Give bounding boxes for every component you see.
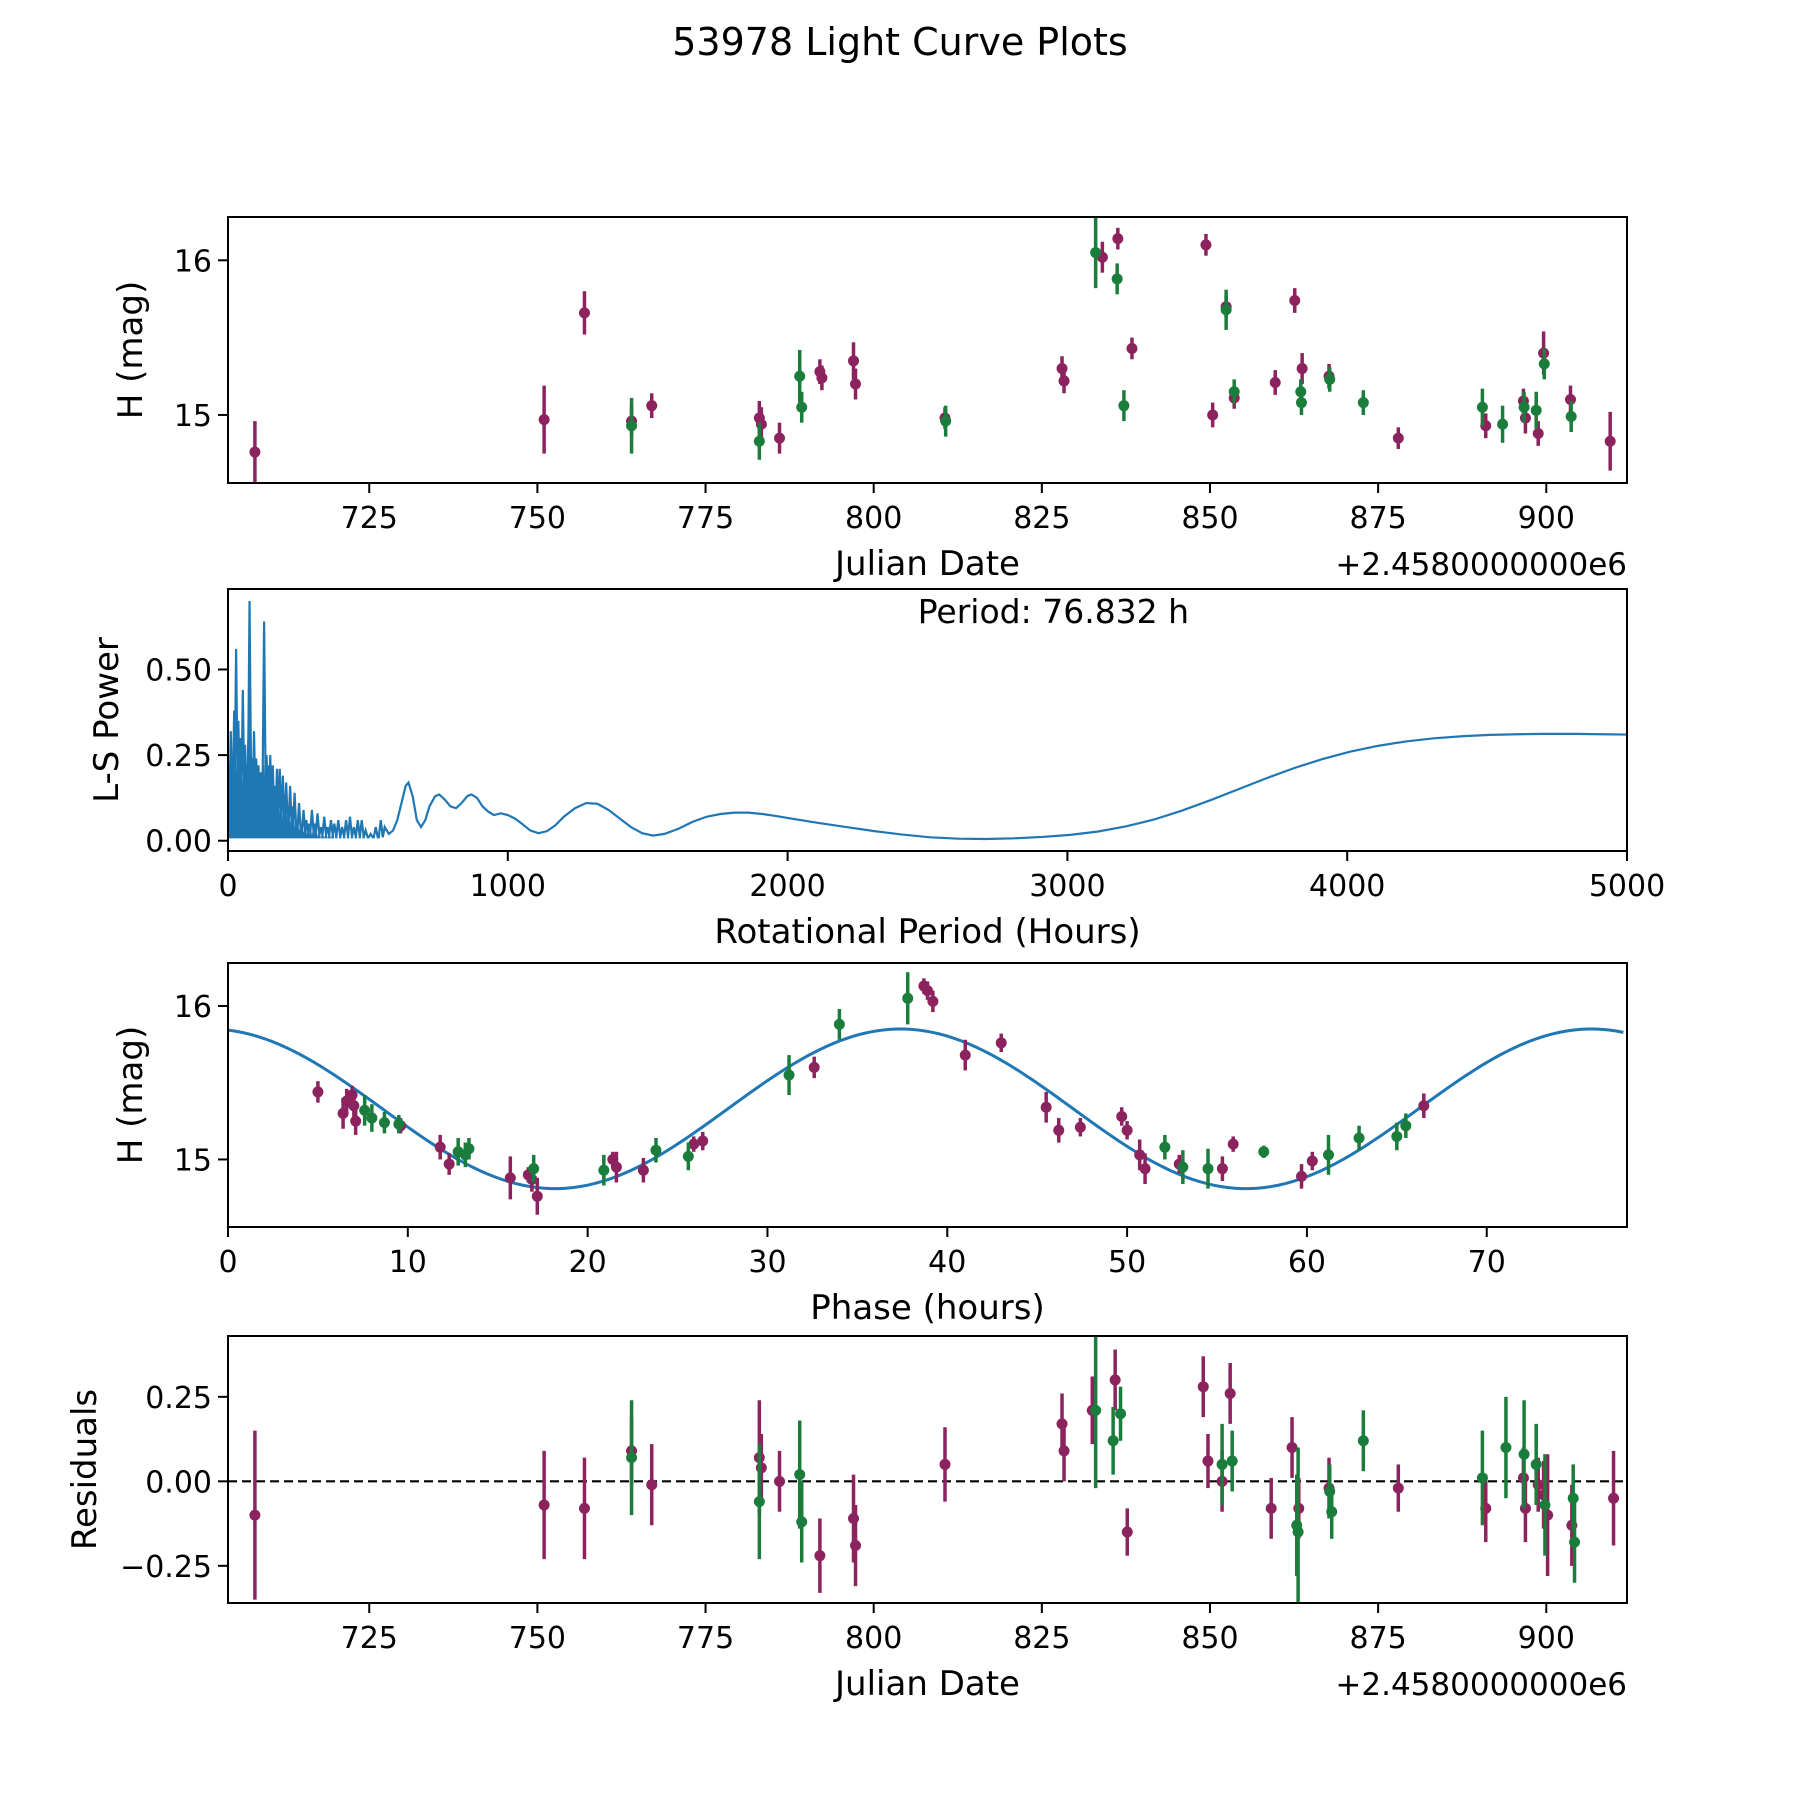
x-tick-label: 750 — [508, 1621, 567, 1656]
y-tick-label: 0.25 — [145, 739, 212, 775]
errorbar-point — [796, 1481, 807, 1562]
jd-lightcurve-data-area — [249, 217, 1615, 483]
x-tick-label: 725 — [340, 501, 398, 536]
errorbar-point — [814, 1519, 825, 1593]
x-tick-label: 40 — [928, 1245, 967, 1280]
axes-frame — [228, 1336, 1627, 1603]
errorbar-point — [850, 369, 861, 400]
errorbar-point — [1112, 263, 1123, 294]
periodogram-data-area — [227, 601, 1627, 840]
y-tick-label: −0.25 — [120, 1549, 212, 1585]
errorbar-point — [1289, 288, 1300, 313]
y-tick-label: 0.00 — [145, 1465, 212, 1501]
x-tick-label: 2000 — [749, 869, 826, 904]
residuals-series-purple — [249, 1350, 1619, 1600]
errorbar-point — [1225, 1363, 1236, 1424]
x-axis-label: Julian Date — [835, 1664, 1020, 1704]
errorbar-point — [1090, 217, 1101, 288]
x-tick-label: 70 — [1467, 1245, 1506, 1280]
x-axis-offset-label: +2.4580000000e6 — [1335, 547, 1627, 583]
errorbar-point — [697, 1132, 708, 1150]
figure-title: 53978 Light Curve Plots — [672, 20, 1128, 64]
errorbar-point — [579, 291, 590, 334]
errorbar-point — [1418, 1093, 1429, 1118]
axes-frame — [228, 963, 1627, 1227]
errorbar-point — [1266, 1478, 1277, 1539]
x-tick-label: 750 — [508, 501, 567, 536]
errorbar-point — [1258, 1146, 1269, 1158]
y-axis-label: Residuals — [65, 1388, 105, 1551]
errorbar-point — [1497, 406, 1508, 443]
errorbar-point — [1358, 1410, 1369, 1471]
x-axis-label: Phase (hours) — [810, 1288, 1045, 1328]
x-tick-label: 20 — [568, 1245, 607, 1280]
y-tick-label: 0.50 — [145, 653, 212, 689]
errorbar-point — [796, 392, 807, 423]
errorbar-point — [1270, 370, 1281, 395]
x-tick-label: 50 — [1108, 1245, 1147, 1280]
errorbar-point — [1324, 367, 1335, 392]
residuals-series-green — [626, 1333, 1580, 1617]
x-tick-label: 850 — [1181, 1621, 1239, 1656]
y-tick-label: 0.00 — [145, 824, 212, 860]
errorbar-point — [834, 1009, 845, 1040]
errorbar-point — [1041, 1092, 1052, 1123]
errorbar-point — [1118, 390, 1129, 421]
errorbar-point — [249, 1431, 260, 1600]
errorbar-point — [1202, 1434, 1213, 1488]
x-tick-label: 800 — [845, 501, 903, 536]
y-tick-label: 15 — [173, 1143, 212, 1179]
errorbar-point — [435, 1135, 446, 1160]
errorbar-point — [1057, 1393, 1068, 1454]
errorbar-point — [379, 1112, 390, 1133]
x-tick-label: 4000 — [1309, 869, 1386, 904]
period-annotation: Period: 76.832 h — [917, 592, 1190, 631]
errorbar-point — [1122, 1508, 1133, 1555]
x-tick-label: 850 — [1181, 501, 1239, 536]
errorbar-point — [1296, 1164, 1307, 1189]
errorbar-point — [1200, 234, 1211, 256]
errorbar-point — [940, 406, 951, 437]
errorbar-point — [312, 1081, 323, 1102]
x-tick-label: 3000 — [1029, 869, 1106, 904]
errorbar-point — [1519, 1400, 1530, 1508]
errorbar-point — [1358, 390, 1369, 415]
errorbar-point — [1393, 427, 1404, 449]
errorbar-point — [1531, 392, 1542, 429]
errorbar-point — [1228, 1136, 1239, 1151]
errorbar-point — [626, 398, 637, 454]
errorbar-point — [1198, 1356, 1209, 1417]
errorbar-point — [1159, 1135, 1170, 1160]
errorbar-point — [579, 1458, 590, 1559]
errorbar-point — [756, 1434, 767, 1502]
errorbar-point — [774, 1451, 785, 1512]
residuals-data-area — [228, 1333, 1627, 1617]
errorbar-point — [646, 393, 657, 418]
jd-lightcurve-series-purple — [249, 228, 1615, 483]
phase-curve-series-green — [359, 972, 1411, 1188]
periodogram-plot — [87, 589, 1665, 952]
y-tick-label: 0.25 — [145, 1380, 212, 1416]
phase-curve-data-area — [228, 972, 1623, 1215]
x-axis-label: Rotational Period (Hours) — [714, 912, 1141, 952]
errorbar-point — [1126, 338, 1137, 360]
errorbar-point — [794, 1420, 805, 1528]
errorbar-point — [1393, 1464, 1404, 1511]
x-tick-label: 775 — [676, 1621, 735, 1656]
y-axis-label: H (mag) — [111, 1025, 151, 1165]
y-axis-label: L-S Power — [87, 637, 127, 803]
jd-lightcurve-plot — [111, 217, 1627, 584]
errorbar-point — [249, 421, 260, 483]
errorbar-point — [539, 386, 550, 454]
x-tick-label: 10 — [388, 1245, 427, 1280]
x-tick-label: 875 — [1349, 1621, 1407, 1656]
errorbar-point — [1566, 401, 1577, 432]
phase-curve-series-purple — [312, 978, 1429, 1214]
errorbar-point — [1090, 1333, 1101, 1488]
errorbar-point — [1221, 290, 1232, 330]
errorbar-point — [626, 1400, 637, 1515]
y-tick-label: 16 — [173, 989, 212, 1025]
x-tick-label: 825 — [1013, 1621, 1071, 1656]
errorbar-point — [902, 972, 913, 1024]
errorbar-point — [784, 1055, 795, 1095]
errorbar-point — [1605, 412, 1616, 471]
errorbar-point — [1053, 1118, 1064, 1143]
x-tick-label: 900 — [1517, 501, 1575, 536]
x-tick-label: 30 — [748, 1245, 787, 1280]
sine-fit-line — [228, 1029, 1623, 1189]
errorbar-point — [1500, 1397, 1511, 1498]
errorbar-point — [1608, 1451, 1619, 1546]
x-tick-label: 775 — [676, 501, 735, 536]
errorbar-point — [774, 423, 785, 454]
errorbar-point — [646, 1444, 657, 1525]
x-tick-label: 875 — [1349, 501, 1407, 536]
errorbar-point — [505, 1156, 516, 1199]
residuals-plot — [65, 1333, 1627, 1704]
periodogram-line — [227, 601, 1627, 840]
x-tick-label: 60 — [1287, 1245, 1327, 1280]
x-tick-label: 5000 — [1588, 869, 1666, 904]
y-axis-label: H (mag) — [111, 280, 151, 420]
errorbar-point — [1287, 1417, 1298, 1478]
axes-frame — [228, 217, 1627, 483]
errorbar-point — [996, 1034, 1007, 1052]
x-axis-offset-label: +2.4580000000e6 — [1335, 1667, 1627, 1703]
errorbar-point — [1217, 1156, 1228, 1181]
x-tick-label: 725 — [340, 1621, 398, 1656]
errorbar-point — [1217, 1424, 1228, 1505]
phase-curve-plot — [111, 963, 1627, 1328]
errorbar-point — [1207, 403, 1218, 428]
errorbar-point — [1293, 1448, 1304, 1617]
x-tick-label: 825 — [1013, 501, 1071, 536]
errorbar-point — [939, 1427, 950, 1501]
errorbar-point — [1533, 421, 1544, 446]
errorbar-point — [1307, 1152, 1318, 1170]
x-tick-label: 0 — [218, 869, 238, 904]
y-tick-label: 16 — [173, 244, 212, 280]
x-axis-label: Julian Date — [835, 544, 1020, 584]
x-tick-label: 900 — [1517, 1621, 1575, 1656]
errorbar-point — [848, 342, 859, 379]
x-tick-label: 800 — [845, 1621, 903, 1656]
errorbar-point — [794, 350, 805, 403]
errorbar-point — [539, 1451, 550, 1559]
errorbar-point — [809, 1057, 820, 1078]
errorbar-point — [1112, 228, 1123, 250]
errorbar-point — [1059, 1420, 1070, 1481]
errorbar-point — [1075, 1118, 1086, 1136]
y-tick-label: 15 — [173, 398, 212, 434]
x-tick-label: 1000 — [469, 869, 546, 904]
x-tick-label: 0 — [218, 1245, 238, 1280]
